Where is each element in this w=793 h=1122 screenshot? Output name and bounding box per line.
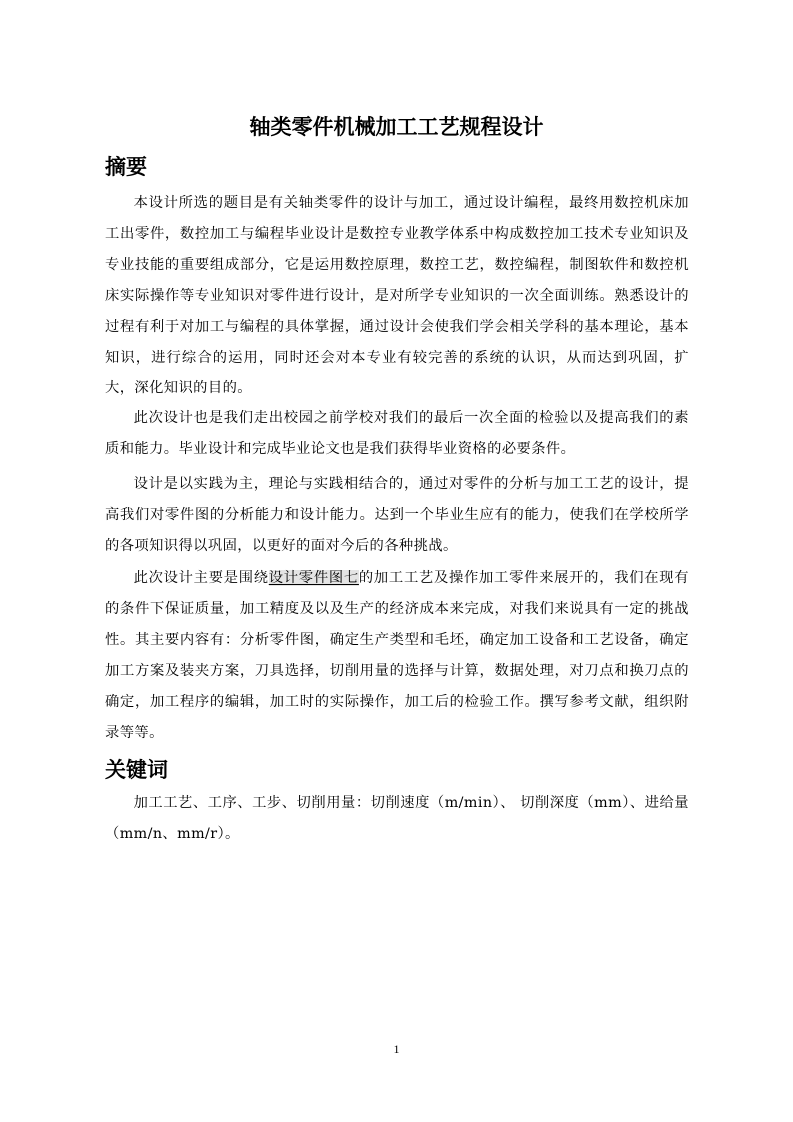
abstract-paragraph-2: 此次设计也是我们走出校园之前学校对我们的最后一次全面的检验以及提高我们的素质和能力。毕业设计和完成毕业论文也是我们获得毕业资格的必要条件。 bbox=[105, 410, 689, 457]
abstract-paragraph-1: 本设计所选的题目是有关轴类零件的设计与加工，通过设计编程，最终用数控机床加工出零件，数控加工与编程毕业设计是数控专业教学体系中构成数控加工技术专业知识及专业技能的重要组成部分，它是运用数控原理，数控工艺，数控编程，制图软件和数控机床实际操作等专业知识对零件进行设计，是对所学专业知识的一次全面训练。熟悉设计的过程有利于对加工与编程的具体掌握，通过设计会使我们学会相关学科的基本理论，基本知识，进行综合的运用，同时还会对本专业有较完善的系统的认识，从而达到巩固，扩大，深化知识的目的。 bbox=[105, 195, 689, 397]
paragraph-4-rest: 的加工工艺及操作加工零件来展开的，我们在现有的条件下保证质量，加工精度及以及生产的经济成本来完成，对我们来说具有一定的挑战性。其主要内容有：分析零件图，确定生产类型和毛坯，确定加工设备和工艺设备，确定加工方案及装夹方案，刀具选择，切削用量的选择与计算，数据处理，对刀点和换刀点的确定，加工程序的编辑，加工时的实际操作，加工后的检验工作。撰写参考文献，组织附录等等。 bbox=[105, 570, 689, 741]
paragraph-4-lead: 此次设计主要是围绕 bbox=[133, 570, 269, 586]
highlighted-text-link[interactable]: 设计零件图七 bbox=[268, 570, 359, 586]
document-title: 轴类零件机械加工工艺规程设计 bbox=[249, 115, 544, 139]
abstract-paragraph-3: 设计是以实践为主，理论与实践相结合的，通过对零件的分析与加工工艺的设计，提高我们对零件图的分析能力和设计能力。达到一个毕业生应有的能力，使我们在学校所学的各项知识得以巩固，以更好的面对今后的各种挑战。 bbox=[105, 476, 689, 554]
keywords-heading: 关键词 bbox=[105, 758, 168, 782]
abstract-paragraph-4 bbox=[105, 563, 689, 748]
abstract-heading: 摘要 bbox=[105, 155, 147, 179]
page-number: 1 bbox=[393, 1042, 400, 1056]
keywords-paragraph: 加工工艺、工序、工步、切削用量：切削速度（m/min）、 切削深度（mm）、进给量（mm/n、mm/r）。 bbox=[105, 795, 689, 842]
